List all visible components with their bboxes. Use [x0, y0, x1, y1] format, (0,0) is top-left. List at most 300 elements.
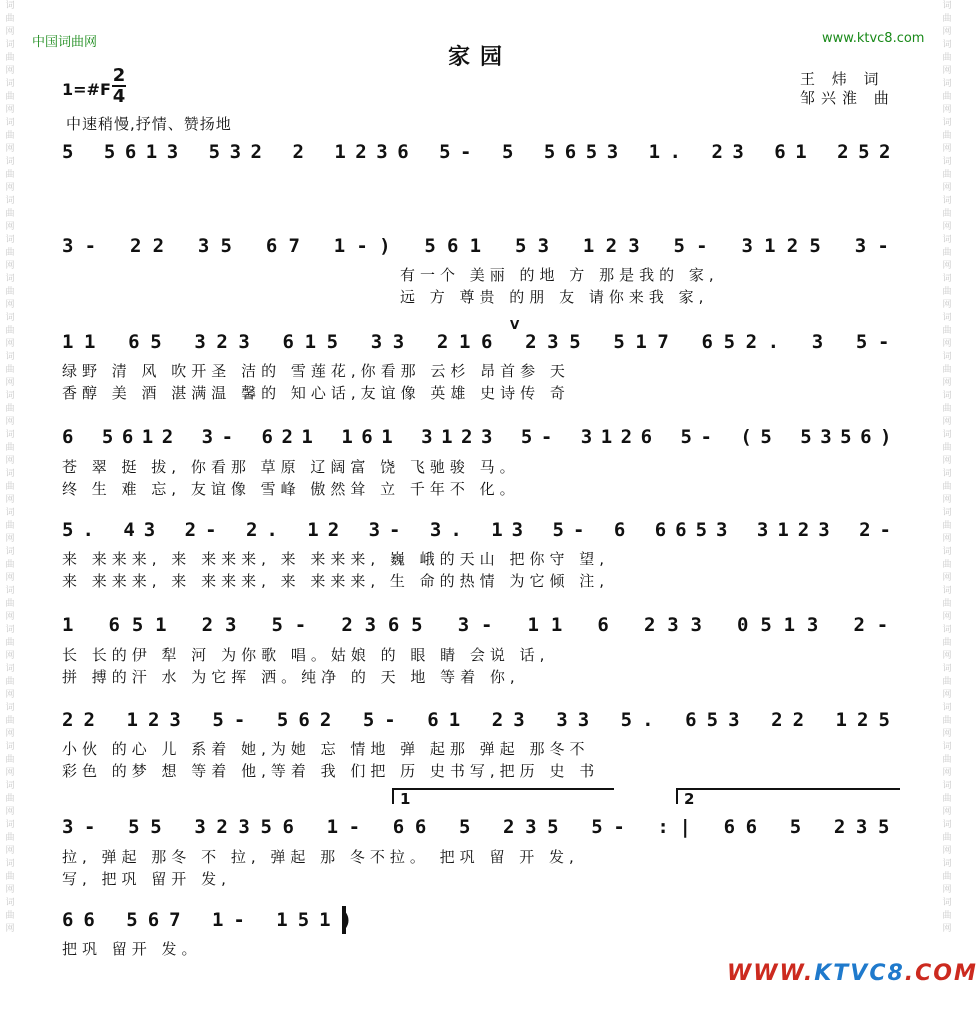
- note-glyph: -: [876, 614, 890, 636]
- note-glyph: [736, 518, 748, 542]
- note-glyph: 2: [833, 816, 847, 838]
- lyricist: 王 炜 词: [800, 70, 885, 88]
- logo-part-com: .COM: [904, 961, 978, 986]
- note-glyph: .: [642, 709, 655, 731]
- note-glyph: 6: [298, 709, 311, 731]
- note-glyph: 1: [84, 331, 97, 353]
- ktvc8-logo[interactable]: [727, 961, 978, 986]
- note-glyph: [591, 330, 603, 354]
- note-glyph: ): [340, 909, 354, 931]
- note-glyph: [628, 140, 640, 164]
- note-glyph: [814, 708, 826, 732]
- note-glyph: [830, 613, 842, 637]
- key-signature: 1=#F: [62, 80, 111, 99]
- note-glyph: 6: [124, 141, 138, 163]
- note-glyph: 2: [355, 141, 368, 163]
- note-glyph: 1: [341, 426, 354, 448]
- note-glyph: 3: [457, 614, 471, 636]
- note-glyph: 2: [184, 519, 198, 541]
- note-glyph: 5: [103, 141, 117, 163]
- composer: 邹兴淮 曲: [800, 89, 895, 107]
- note-glyph: [402, 234, 414, 258]
- note-glyph: 7: [169, 909, 182, 931]
- note-glyph: [471, 518, 483, 542]
- note-glyph: 3: [820, 426, 833, 448]
- note-glyph: 5: [424, 235, 437, 257]
- watermark-right: 词曲网词曲网词曲网词曲网词曲网词曲网词曲网词曲网词曲网词曲网词曲网词曲网词曲网词曲网词曲网词曲网词曲网词曲网词曲网词曲网词曲网词曲网词曲网词曲网: [942, 1, 952, 934]
- note-glyph: 3: [855, 816, 869, 838]
- note-glyph: 3: [238, 816, 251, 838]
- note-glyph: [103, 518, 115, 542]
- note-glyph: [691, 140, 703, 164]
- note-glyph: 3: [481, 426, 494, 448]
- time-denominator: 4: [112, 86, 126, 107]
- notes-row-5: [62, 518, 900, 542]
- note-glyph: [311, 234, 323, 258]
- note-glyph: 3: [429, 519, 443, 541]
- note-glyph: 3: [811, 331, 825, 353]
- note-glyph: 1: [491, 519, 504, 541]
- note-glyph: [481, 140, 493, 164]
- note-glyph: 2: [161, 426, 175, 448]
- song-title: 家园: [447, 45, 512, 70]
- note-glyph: [188, 140, 200, 164]
- score-row-6: [62, 613, 900, 637]
- note-glyph: 5: [271, 614, 284, 636]
- note-glyph: 1: [600, 426, 614, 448]
- note-glyph: 5: [439, 141, 452, 163]
- note-glyph: 5: [411, 614, 424, 636]
- note-glyph: 2: [711, 141, 724, 163]
- note-glyph: [437, 815, 449, 839]
- note-glyph: 1: [62, 614, 75, 636]
- note-glyph: 2: [250, 141, 263, 163]
- note-glyph: [415, 330, 427, 354]
- note-glyph: [371, 815, 383, 839]
- score-row-8: [62, 815, 900, 839]
- note-glyph: 2: [879, 141, 892, 163]
- note-glyph: [753, 140, 765, 164]
- note-glyph: [318, 613, 330, 637]
- note-glyph: 6: [447, 235, 460, 257]
- note-glyph: 5: [62, 141, 75, 163]
- lyric-row-4-verse-1: 苍 翠 挺 拔, 你看那 草原 辽阔富 饶 飞驰骏 马。: [62, 458, 520, 476]
- note-glyph: 6: [397, 141, 410, 163]
- note-glyph: [714, 613, 726, 637]
- note-glyph: 3: [224, 614, 238, 636]
- note-glyph: 5: [723, 331, 737, 353]
- note-glyph: -: [294, 614, 308, 636]
- note-glyph: 5: [620, 709, 634, 731]
- note-glyph: 1: [441, 426, 454, 448]
- note-glyph: 3: [537, 235, 551, 257]
- note-glyph: 6: [564, 141, 578, 163]
- note-glyph: 5: [569, 331, 582, 353]
- note-glyph: 2: [292, 141, 305, 163]
- score-row-9: [62, 908, 362, 932]
- note-glyph: .: [767, 331, 781, 353]
- note-glyph: 1: [155, 614, 168, 636]
- note-glyph: 1: [550, 614, 564, 636]
- note-glyph: 6: [414, 816, 428, 838]
- note-glyph: [470, 708, 482, 732]
- note-glyph: -: [696, 235, 709, 257]
- note-glyph: 3: [606, 141, 620, 163]
- note-glyph: 3: [580, 426, 594, 448]
- note-glyph: 1: [212, 909, 225, 931]
- note-glyph: [492, 234, 504, 258]
- note-glyph: 1: [326, 816, 340, 838]
- note-glyph: 6: [481, 331, 494, 353]
- note-glyph: [255, 908, 267, 932]
- note-glyph: 5: [208, 141, 222, 163]
- note-glyph: 3: [364, 614, 378, 636]
- note-glyph: 6: [860, 426, 873, 448]
- notes-row-7: [62, 708, 900, 732]
- note-glyph: 1: [783, 614, 797, 636]
- note-glyph: 3: [229, 141, 243, 163]
- note-glyph: [172, 330, 184, 354]
- note-glyph: 5: [673, 235, 686, 257]
- note-glyph: [501, 425, 513, 449]
- lyric-row-7-verse-2: 彩色 的梦 想 等着 他,等着 我 们把 历 史书写,把历 史 书: [62, 762, 600, 780]
- note-glyph: 1: [301, 426, 314, 448]
- note-glyph: [164, 518, 176, 542]
- note-glyph: 5: [520, 426, 534, 448]
- note-glyph: [226, 518, 238, 542]
- note-glyph: -: [205, 519, 218, 541]
- note-glyph: 3: [238, 331, 251, 353]
- note-glyph: 2: [792, 709, 806, 731]
- note-glyph: 1: [635, 331, 648, 353]
- lyric-row-4-verse-2: 终 生 难 忘, 友谊像 雪峰 傲然耸 立 千年不 化。: [62, 480, 520, 498]
- note-glyph: 3: [143, 519, 157, 541]
- note-glyph: [341, 708, 353, 732]
- note-glyph: 5: [591, 816, 604, 838]
- note-glyph: -: [879, 519, 892, 541]
- note-glyph: [178, 613, 190, 637]
- note-glyph: [321, 425, 333, 449]
- note-glyph: 2: [525, 331, 538, 353]
- note-glyph: 3: [728, 709, 741, 731]
- note-glyph: 3: [201, 426, 215, 448]
- note-glyph: .: [450, 519, 463, 541]
- note-glyph: 1: [276, 909, 289, 931]
- note-glyph: -: [700, 426, 713, 448]
- note-glyph: 5: [297, 909, 311, 931]
- lyric-row-2-verse-1: 有一个 美丽 的地 方 那是我的 家,: [400, 266, 719, 284]
- lyric-row-3-verse-2: 香醇 美 酒 湛满温 馨的 知心话,友谊像 英雄 史诗传 奇: [62, 384, 570, 402]
- note-glyph: [661, 425, 673, 449]
- note-glyph: 3: [525, 816, 538, 838]
- note-glyph: 5: [695, 519, 709, 541]
- note-glyph: [242, 425, 254, 449]
- note-glyph: 5: [150, 331, 163, 353]
- note-glyph: [523, 140, 535, 164]
- note-glyph: -: [384, 709, 397, 731]
- note-glyph: 1: [777, 519, 790, 541]
- note-glyph: -: [84, 816, 97, 838]
- note-glyph: [504, 613, 516, 637]
- note-glyph: 5: [514, 235, 528, 257]
- note-glyph: [409, 518, 421, 542]
- note-glyph: 1: [527, 614, 540, 636]
- note-glyph: 2: [620, 426, 634, 448]
- note-glyph: -: [348, 816, 362, 838]
- note-glyph: [406, 708, 418, 732]
- note-glyph: 5: [877, 816, 891, 838]
- lyric-row-2-verse-2: 远 方 尊贵 的朋 友 请你来我 家,: [400, 288, 709, 306]
- note-glyph: |: [679, 816, 692, 838]
- note-glyph: [82, 425, 94, 449]
- note-glyph: 2: [129, 235, 143, 257]
- note-glyph: 5: [128, 816, 141, 838]
- note-glyph: 2: [797, 519, 811, 541]
- note-glyph: 1: [582, 235, 596, 257]
- note-glyph: [182, 425, 194, 449]
- note-glyph: 3: [166, 141, 180, 163]
- note-glyph: [719, 234, 731, 258]
- note-glyph: 3: [511, 519, 525, 541]
- time-signature: [112, 66, 126, 106]
- note-glyph: [561, 425, 573, 449]
- note-glyph: 6: [128, 331, 141, 353]
- lyric-row-3-verse-1: 绿野 清 风 吹开圣 洁的 雪莲花,你看那 云杉 昂首参 天: [62, 362, 570, 380]
- note-glyph: 1: [458, 331, 472, 353]
- note-glyph: 5: [789, 816, 803, 838]
- note-glyph: 6: [654, 519, 668, 541]
- note-glyph: 6: [723, 816, 737, 838]
- lyric-row-5-verse-2: 来 来来来, 来 来来来, 来 来来来, 生 命的热情 为它倾 注,: [62, 572, 609, 590]
- note-glyph: [816, 140, 828, 164]
- notes-row-8: [62, 815, 900, 839]
- note-glyph: 3: [194, 816, 207, 838]
- note-glyph: 3: [547, 331, 560, 353]
- note-glyph: [243, 234, 255, 258]
- note-glyph: ): [880, 426, 893, 448]
- note-glyph: [664, 708, 676, 732]
- note-glyph: [305, 815, 317, 839]
- note-glyph: -: [877, 331, 891, 353]
- note-glyph: 6: [147, 909, 161, 931]
- note-glyph: [106, 330, 118, 354]
- note-glyph: [599, 708, 611, 732]
- note-glyph: 2: [245, 519, 259, 541]
- note-glyph: 4: [123, 519, 136, 541]
- note-glyph: 2: [147, 709, 161, 731]
- note-glyph: 3: [513, 709, 526, 731]
- watermark-left: 词曲网词曲网词曲网词曲网词曲网词曲网词曲网词曲网词曲网词曲网词曲网词曲网词曲网词曲网词曲网词曲网词曲网词曲网词曲网词曲网词曲网词曲网词曲网词曲网: [5, 1, 15, 934]
- note-glyph: 3: [690, 614, 703, 636]
- note-glyph: [191, 908, 203, 932]
- volta-bracket-2: [676, 788, 900, 808]
- lyric-row-6-verse-1: 长 长的伊 犁 河 为你歌 唱。姑娘 的 眼 睛 会说 话,: [62, 646, 550, 664]
- note-glyph: [106, 815, 118, 839]
- note-glyph: [702, 815, 714, 839]
- note-glyph: 3: [421, 426, 434, 448]
- score-row-4: [62, 425, 900, 449]
- note-glyph: .: [669, 141, 682, 163]
- note-glyph: [85, 613, 97, 637]
- notes-row-2: [62, 234, 900, 258]
- note-glyph: 6: [361, 426, 374, 448]
- note-glyph: 6: [685, 709, 698, 731]
- note-glyph: -: [481, 614, 494, 636]
- score-row-7: [62, 708, 900, 732]
- note-glyph: 5: [800, 426, 813, 448]
- note-glyph: 0: [737, 614, 750, 636]
- note-glyph: [832, 234, 844, 258]
- note-glyph: 2: [859, 519, 872, 541]
- score-row-1: [62, 140, 900, 164]
- note-glyph: 1: [304, 331, 318, 353]
- note-glyph: [434, 613, 446, 637]
- lyric-row-6-verse-2: 拼 搏的汗 水 为它挥 洒。纯净 的 天 地 等着 你,: [62, 668, 520, 686]
- note-glyph: 5: [840, 426, 853, 448]
- note-glyph: -: [233, 709, 247, 731]
- note-glyph: -: [540, 426, 554, 448]
- note-glyph: [621, 613, 633, 637]
- note-glyph: 5: [501, 141, 515, 163]
- note-glyph: [593, 518, 605, 542]
- logo-part-ktvc8: KTVC8: [814, 961, 905, 986]
- note-glyph: 2: [745, 331, 759, 353]
- note-glyph: 3: [194, 331, 207, 353]
- note-glyph: 2: [461, 426, 474, 448]
- note-glyph: [839, 518, 851, 542]
- score-row-3: [62, 330, 900, 354]
- note-glyph: .: [266, 519, 279, 541]
- lyric-row-7-verse-1: 小伙 的心 儿 系着 她,为她 忘 情地 弹 起那 弹起 那冬不: [62, 740, 590, 758]
- note-glyph: 1: [448, 709, 462, 731]
- note-glyph: [750, 708, 762, 732]
- note-glyph: 6: [62, 426, 75, 448]
- note-glyph: [260, 330, 272, 354]
- lyric-row-8-verse-2: 写, 把巩 留开 发,: [62, 870, 231, 888]
- note-glyph: [418, 140, 430, 164]
- note-glyph: -: [84, 235, 98, 257]
- note-glyph: ): [379, 235, 392, 257]
- note-glyph: 5: [126, 909, 139, 931]
- notes-row-4: [62, 425, 900, 449]
- note-glyph: 6: [108, 614, 121, 636]
- note-glyph: 6: [265, 235, 279, 257]
- note-glyph: 6: [392, 816, 406, 838]
- note-glyph: 2: [771, 709, 784, 731]
- note-glyph: 1: [381, 426, 394, 448]
- note-glyph: 2: [605, 235, 619, 257]
- note-glyph: [780, 425, 792, 449]
- note-glyph: [83, 140, 95, 164]
- note-glyph: 6: [597, 614, 610, 636]
- note-glyph: 6: [427, 709, 440, 731]
- note-glyph: 6: [282, 816, 295, 838]
- note-glyph: 2: [327, 519, 341, 541]
- note-glyph: 5: [585, 141, 599, 163]
- note-glyph: 3: [577, 709, 591, 731]
- note-glyph: 3: [370, 331, 384, 353]
- note-glyph: :: [657, 816, 670, 838]
- note-glyph: 6: [613, 519, 627, 541]
- note-glyph: 2: [319, 709, 333, 731]
- note-glyph: [651, 234, 663, 258]
- note-glyph: 1: [145, 141, 159, 163]
- note-glyph: [255, 708, 267, 732]
- note-glyph: 5: [706, 709, 720, 731]
- note-glyph: 3: [376, 141, 389, 163]
- note-glyph: 2: [152, 235, 166, 257]
- note-glyph: -: [877, 235, 890, 257]
- note-glyph: 3: [756, 519, 770, 541]
- note-glyph: 2: [201, 614, 215, 636]
- notes-row-9: [62, 908, 362, 932]
- note-glyph: [105, 908, 117, 932]
- note-glyph: 6: [675, 519, 688, 541]
- note-glyph: 5: [858, 141, 871, 163]
- note-glyph: 3: [806, 614, 820, 636]
- note-glyph: 3: [818, 519, 831, 541]
- note-glyph: 1: [141, 426, 155, 448]
- notes-row-3: [62, 330, 900, 354]
- note-glyph: 3: [62, 235, 75, 257]
- note-glyph: 2: [341, 614, 354, 636]
- note-glyph: 3: [556, 709, 569, 731]
- site-url-right[interactable]: www.ktvc8.com: [822, 31, 925, 46]
- note-glyph: -: [613, 816, 626, 838]
- note-glyph: 6: [745, 816, 759, 838]
- note-glyph: [635, 815, 647, 839]
- note-glyph: .: [82, 519, 95, 541]
- note-glyph: 5: [760, 426, 773, 448]
- note-glyph: 5: [362, 709, 376, 731]
- note-glyph: [503, 330, 515, 354]
- note-glyph: [172, 815, 184, 839]
- note-glyph: 2: [281, 426, 294, 448]
- note-glyph: [287, 518, 299, 542]
- note-glyph: [532, 518, 544, 542]
- notes-row-1: [62, 140, 900, 164]
- note-glyph: 5: [212, 709, 225, 731]
- note-glyph: 2: [216, 816, 229, 838]
- note-glyph: 5: [613, 331, 626, 353]
- note-glyph: 7: [657, 331, 670, 353]
- note-glyph: 5: [276, 709, 290, 731]
- note-glyph: 2: [837, 141, 850, 163]
- note-glyph: [348, 518, 360, 542]
- note-glyph: [634, 518, 646, 542]
- note-glyph: [535, 708, 547, 732]
- note-glyph: [191, 708, 203, 732]
- note-glyph: 2: [503, 816, 516, 838]
- note-glyph: [401, 425, 413, 449]
- note-glyph: 1: [835, 709, 848, 731]
- note-glyph: 1: [795, 141, 808, 163]
- note-glyph: 1: [333, 235, 347, 257]
- note-glyph: 1: [334, 141, 347, 163]
- site-name-left[interactable]: 中国词曲网: [32, 35, 98, 50]
- note-glyph: 3: [741, 235, 754, 257]
- note-glyph: 5: [809, 235, 822, 257]
- note-glyph: [105, 708, 117, 732]
- note-glyph: -: [356, 235, 369, 257]
- note-glyph: 6: [83, 909, 96, 931]
- note-glyph: 3: [716, 519, 729, 541]
- note-glyph: 5: [552, 519, 565, 541]
- note-glyph: 7: [288, 235, 301, 257]
- tempo-marking: 中速稍慢,抒情、赞扬地: [66, 115, 232, 133]
- note-glyph: 5: [220, 235, 233, 257]
- note-glyph: [569, 815, 581, 839]
